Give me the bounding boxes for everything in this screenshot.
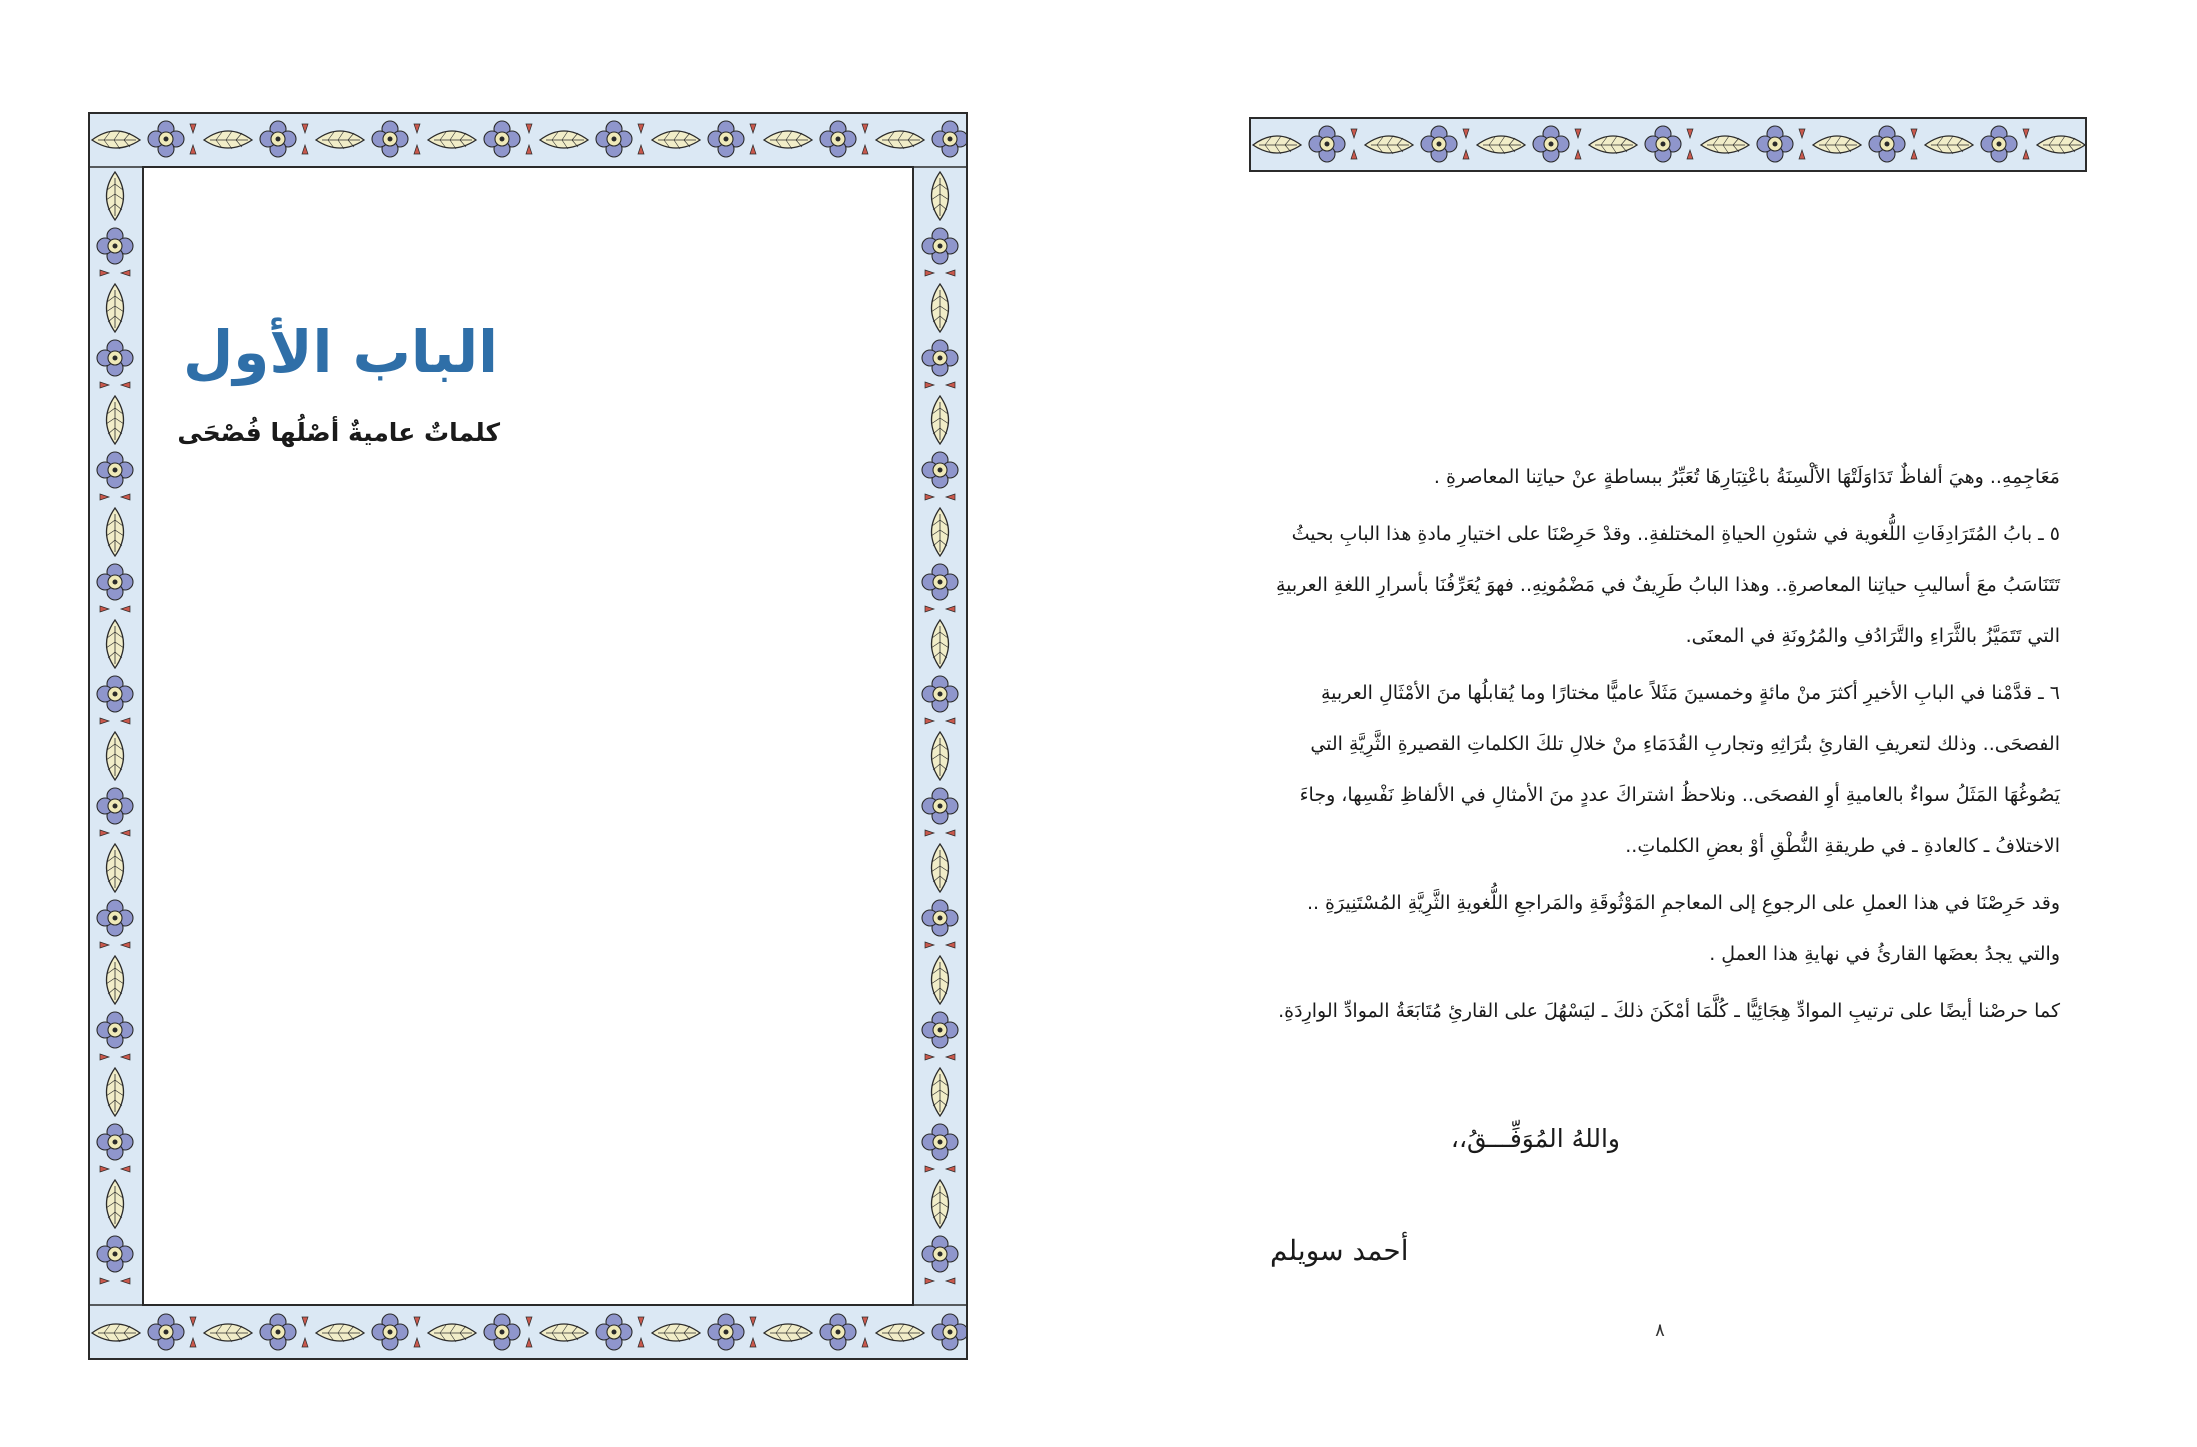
- paragraph: كما حرصْنا أيضًا على ترتيبِ الموادِّ هِجَائِيًّا ـ كُلَّمَا أمْكَنَ ذلكَ ـ ليَسْهُلَ على القارئِ مُتَابَعَةُ الموادِّ الوارِدَةِ.: [1278, 1000, 2060, 1022]
- closing-phrase: واللهُ المُوَفِّـــقُ،،: [1450, 1124, 1620, 1153]
- ornamental-header-band: [1249, 117, 2087, 172]
- paragraph: مَعَاجِمِهِ.. وهيَ ألفاظٌ تَدَاوَلَتْهَا الألْسِنَةُ باعْتِبَارِهَا تُعَبِّرُ ببساطةٍ عنْ حياتِنا المعاصرةِ .: [1433, 466, 2060, 488]
- body-text: [1270, 452, 2060, 1037]
- paragraph: وقد حَرِصْنَا في هذا العملِ على الرجوعِ إلى المعاجمِ المَوْثُوقَةِ والمَراجعِ اللُّغويةِ الثَّرِيَّةِ المُسْتَنِيرَةِ .. والتي يجدُ بعضَها القارئُ في نهايةِ هذا العملِ .: [1306, 892, 2060, 965]
- frame-border-art: [88, 112, 968, 1360]
- header-band-art: [1249, 117, 2087, 172]
- author-signature: أحمد سويلم: [1270, 1234, 1409, 1267]
- chapter-subtitle: كلماتٌ عاميةٌ أصْلُها فُصْحَى: [177, 418, 500, 447]
- ornamental-frame: [88, 112, 968, 1360]
- paragraph: ٥ ـ بابُ المُتَرَادِفَاتِ اللُّغوية في شئونِ الحياةِ المختلفةِ.. وقدْ حَرِصْنَا على اختيارِ مادةِ هذا البابِ بحيثُ تَتَنَاسَبُ معَ أساليبِ حياتِنا المعاصرةِ.. وهذا البابُ طَرِيفٌ في مَضْمُونِهِ.. فهوَ يُعَرِّفُنَا بأسرارِ اللغةِ العربيةِ التي تَتَمَيَّزُ بالثَّرَاءِ والتَّرَادُفِ والمُرُونَةِ في المعنَى.: [1275, 523, 2060, 647]
- page-number: ٨: [1655, 1320, 1665, 1341]
- paragraph: ٦ ـ قدَّمْنا في البابِ الأخيرِ أكثرَ منْ مائةٍ وخمسينَ مَثَلاً عاميًّا مختارًا وما يُقابلُها منَ الأمْثَالِ العربيةِ الفصحَى.. وذلك لتعريفِ القارئِ بتُرَاثِهِ وتجاربِ القُدَمَاءِ منْ خلالِ تلكَ الكلماتِ القصيرةِ الثَّرِيَّةِ التي يَصُوغُهَا المَثَلُ سواءٌ بالعاميةِ أوِ الفصحَى.. ونلاحظُ اشتراكَ عددٍ منَ الأمثالِ في الألفاظِ نَفْسِها، وجاءَ الاختلافُ ـ كالعادةِ ـ في طريقةِ النُّطْقِ أوْ بعضِ الكلماتِ..: [1299, 682, 2060, 857]
- chapter-title: الباب الأول: [182, 318, 498, 386]
